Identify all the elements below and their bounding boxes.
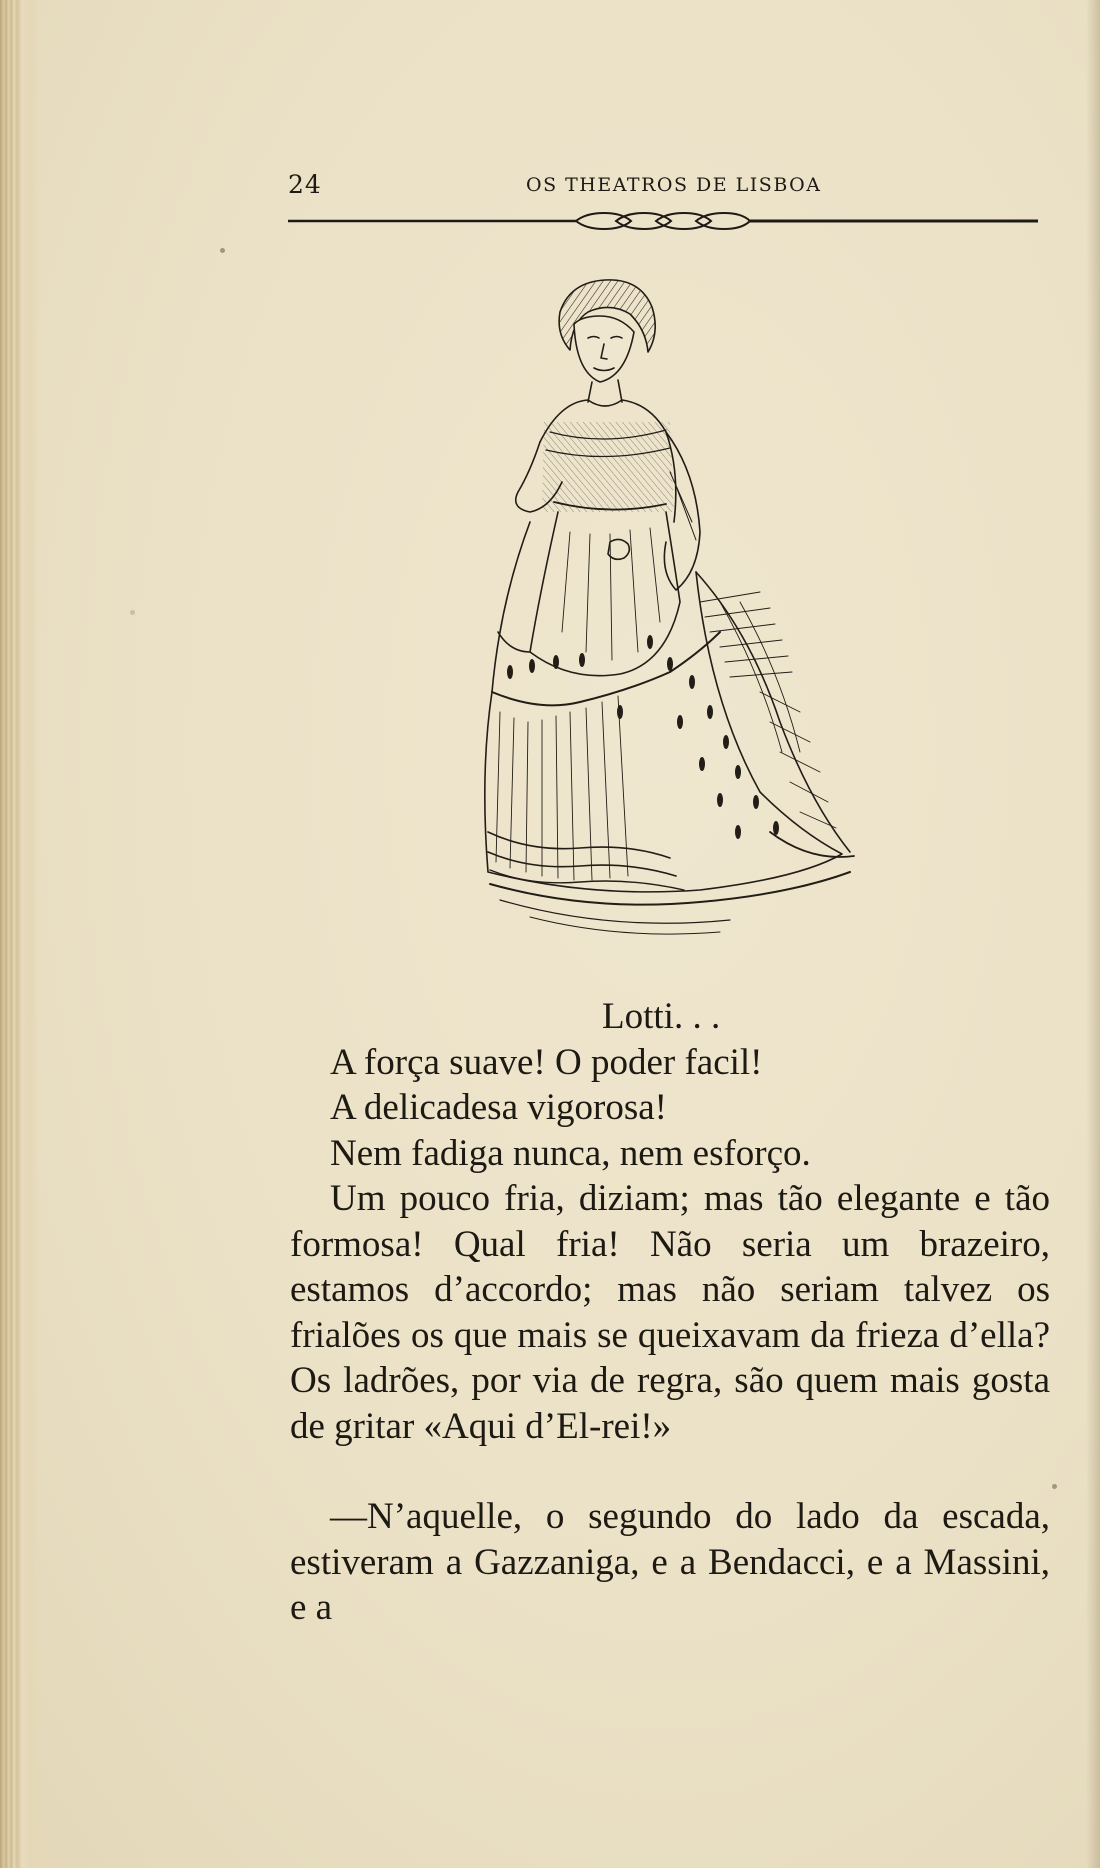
paper-speck (220, 248, 225, 253)
verse-line: A delicadesa vigorosa! (330, 1087, 667, 1128)
body-text (290, 994, 1050, 1631)
paragraph: —N’aquelle, o segundo do lado da escada, estiveram a Gazzaniga, e a Bendacci, e a Massini, e a (290, 1496, 1050, 1628)
engraved-portrait-of-woman-in-gown-icon (470, 272, 870, 952)
page-edge-shadow (1086, 0, 1100, 1868)
book-binding-edge (0, 0, 38, 1868)
paragraph-gap (290, 1449, 1050, 1494)
paper-speck (1052, 1484, 1057, 1489)
running-title: OS THEATROS DE LISBOA (526, 174, 822, 196)
paper-speck (130, 610, 135, 615)
ornamental-rule (286, 208, 1040, 234)
illustration-caption: Lotti. . . (602, 996, 721, 1037)
verse-line: A força suave! O poder facil! (330, 1041, 763, 1083)
page-number: 24 (288, 170, 322, 199)
paragraph: Um pouco fria, diziam; mas tão elegante e tão formosa! Qual fria! Não seria um brazeiro, estamos d’accordo; mas não seriam talvez os frialões os que mais se queixavam da frieza d’ella? Os ladrões, por via de regra, são quem mais gosta de gritar «Aqui d’El-rei!» (290, 1178, 1050, 1447)
verse-line: Nem fadiga nunca, nem esforço. (330, 1132, 811, 1174)
running-head (288, 170, 1040, 204)
